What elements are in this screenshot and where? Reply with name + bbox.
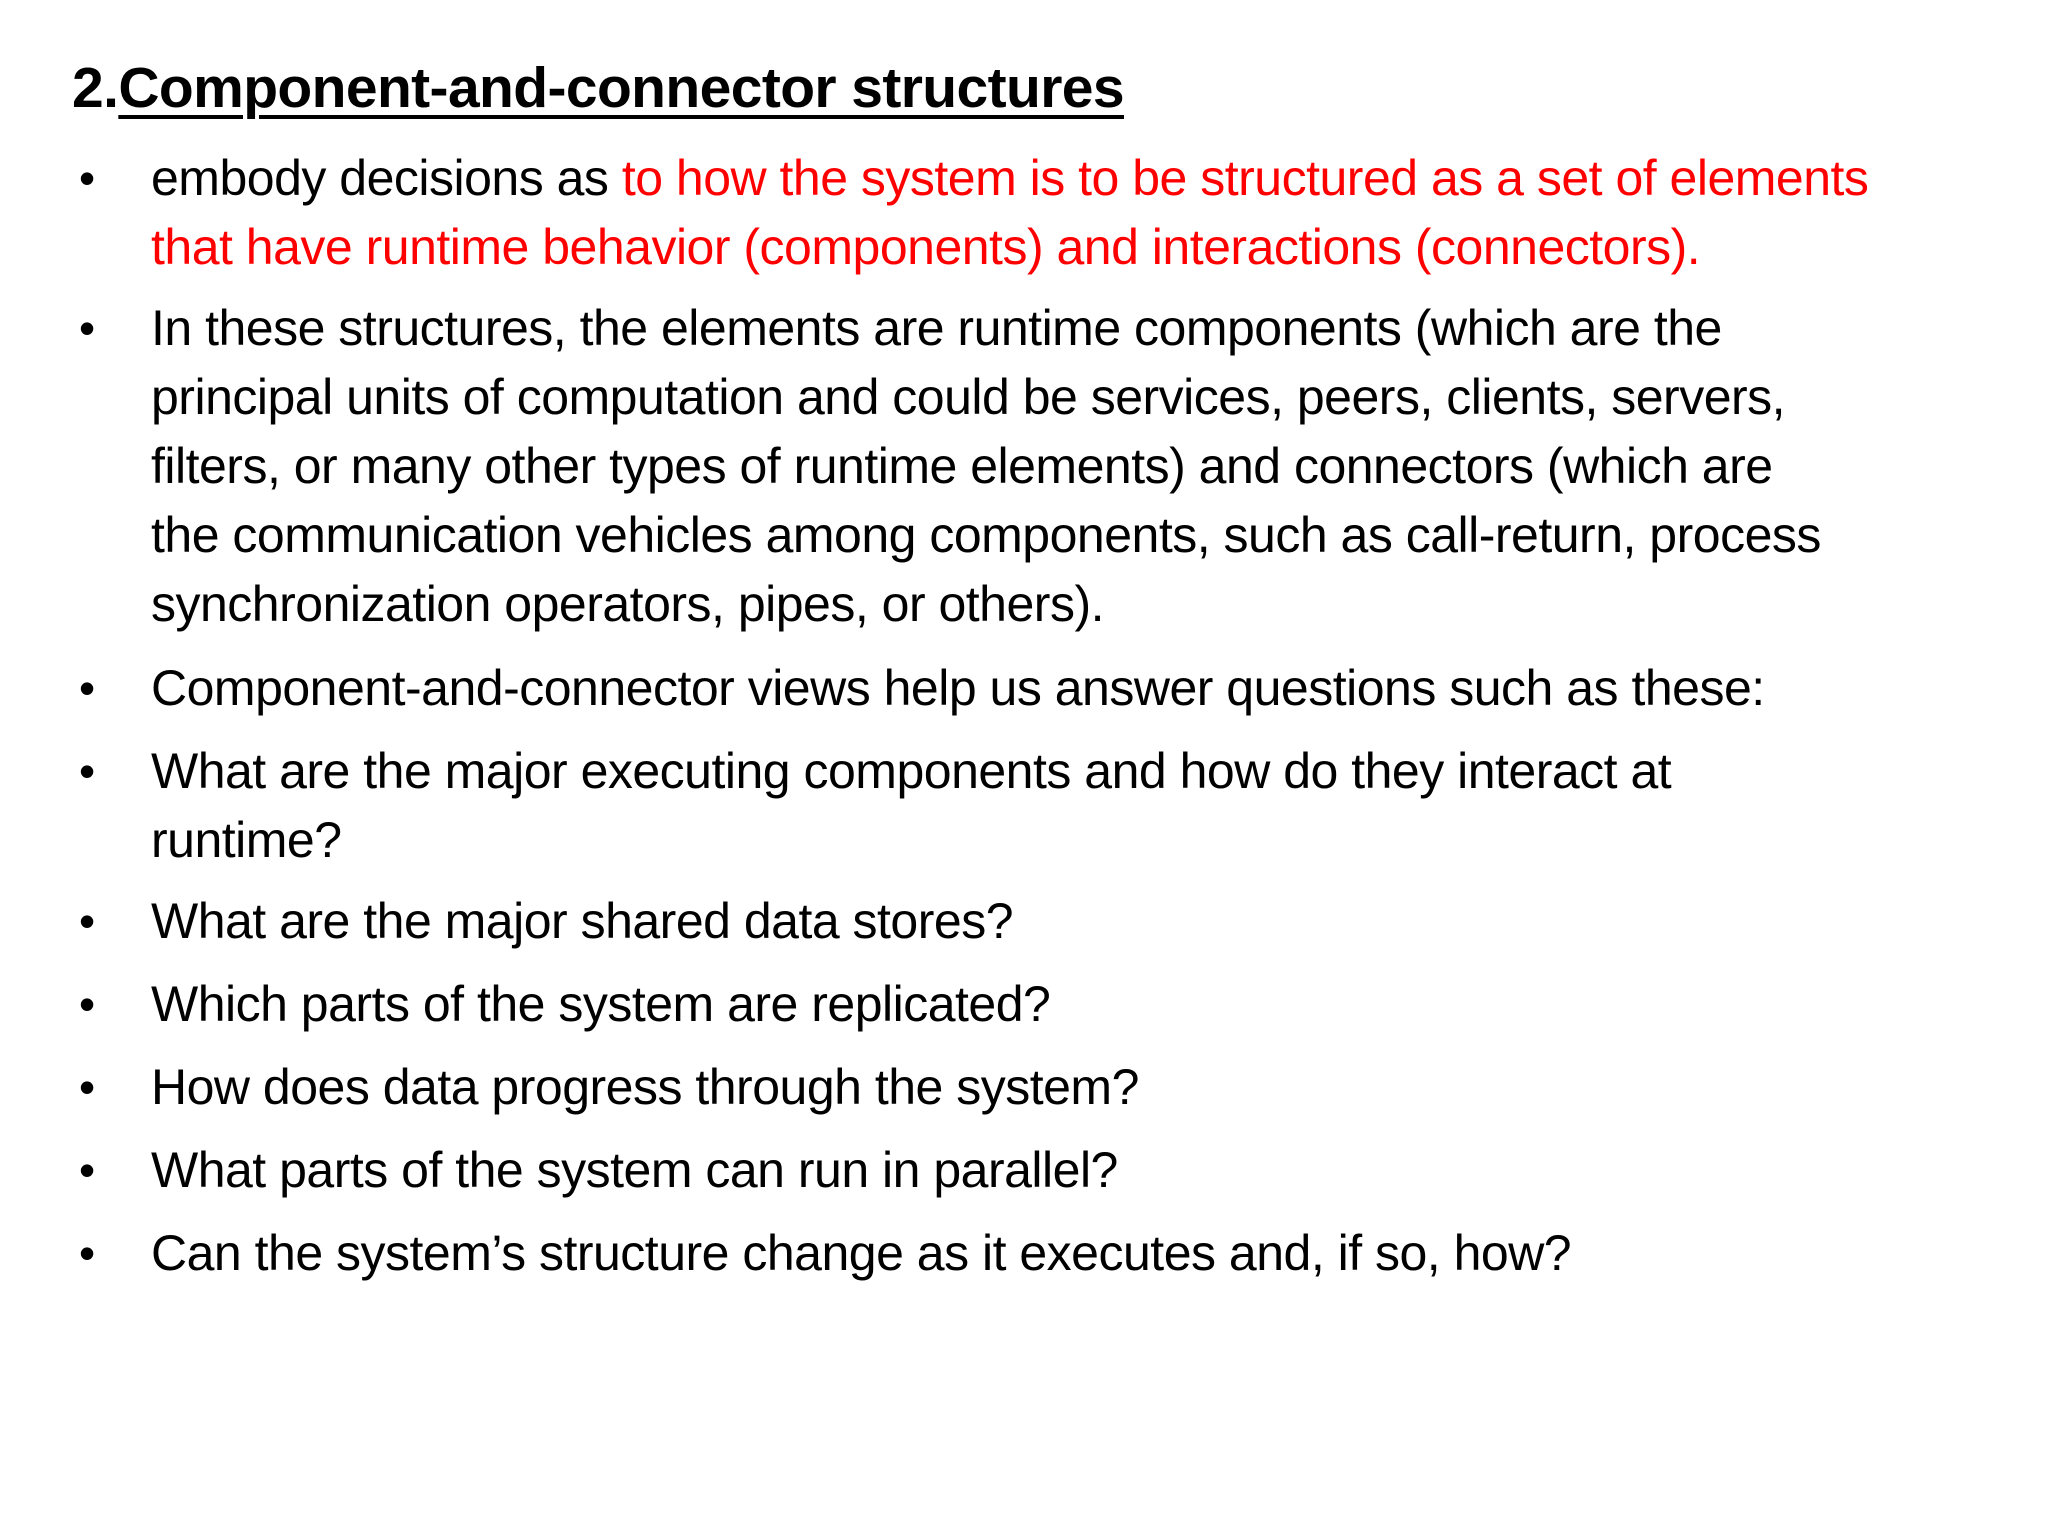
bullet-dot-icon: • <box>78 662 96 714</box>
bullet-dot-icon: • <box>78 1061 96 1113</box>
emphasis-line: that have runtime behavior (components) and interactions (connectors). <box>151 219 1701 275</box>
bullet-line: Can the system’s structure change as it executes and, if so, how? <box>151 1225 1572 1281</box>
bullet-text <box>151 144 2048 282</box>
bullet-line <box>151 144 2048 213</box>
bullet-text <box>151 1219 2048 1288</box>
bullet-line: principal units of computation and could be services, peers, clients, servers, <box>151 369 1786 425</box>
bullet-line: What are the major shared data stores? <box>151 893 1014 949</box>
bullet-line: What parts of the system can run in parallel? <box>151 1142 1118 1198</box>
emphasis-text: to how the system is to be structured as a set of elements <box>621 150 1869 206</box>
title-text: Component-and-connector structures <box>118 56 1124 120</box>
bullet-dot-icon: • <box>78 1227 96 1279</box>
bullet-line: In these structures, the elements are runtime components (which are the <box>151 300 1722 356</box>
bullet-text <box>151 1053 2048 1122</box>
bullet-line: the communication vehicles among components, such as call-return, process <box>151 507 1821 563</box>
bullet-text <box>151 737 2048 875</box>
bullet-text <box>151 887 2048 956</box>
bullet-line: How does data progress through the system? <box>151 1059 1139 1115</box>
bullet-line: synchronization operators, pipes, or others). <box>151 576 1104 632</box>
bullet-line: runtime? <box>151 812 342 868</box>
bullet-dot-icon: • <box>78 1144 96 1196</box>
plain-text: embody decisions as <box>151 150 622 206</box>
bullet-dot-icon: • <box>78 978 96 1030</box>
bullet-line: filters, or many other types of runtime elements) and connectors (which are <box>151 438 1773 494</box>
bullet-text <box>151 654 2048 723</box>
bullet-text <box>151 294 2048 639</box>
bullet-dot-icon: • <box>78 302 96 354</box>
bullet-line: Which parts of the system are replicated? <box>151 976 1051 1032</box>
bullet-line: Component-and-connector views help us answer questions such as these: <box>151 660 1765 716</box>
bullet-text <box>151 970 2048 1039</box>
bullet-dot-icon: • <box>78 745 96 797</box>
bullet-text <box>151 1136 2048 1205</box>
bullet-line: What are the major executing components and how do they interact at <box>151 743 1672 799</box>
slide-title <box>72 50 1124 126</box>
bullet-dot-icon: • <box>78 895 96 947</box>
bullet-dot-icon: • <box>78 152 96 204</box>
title-number: 2. <box>72 56 119 120</box>
